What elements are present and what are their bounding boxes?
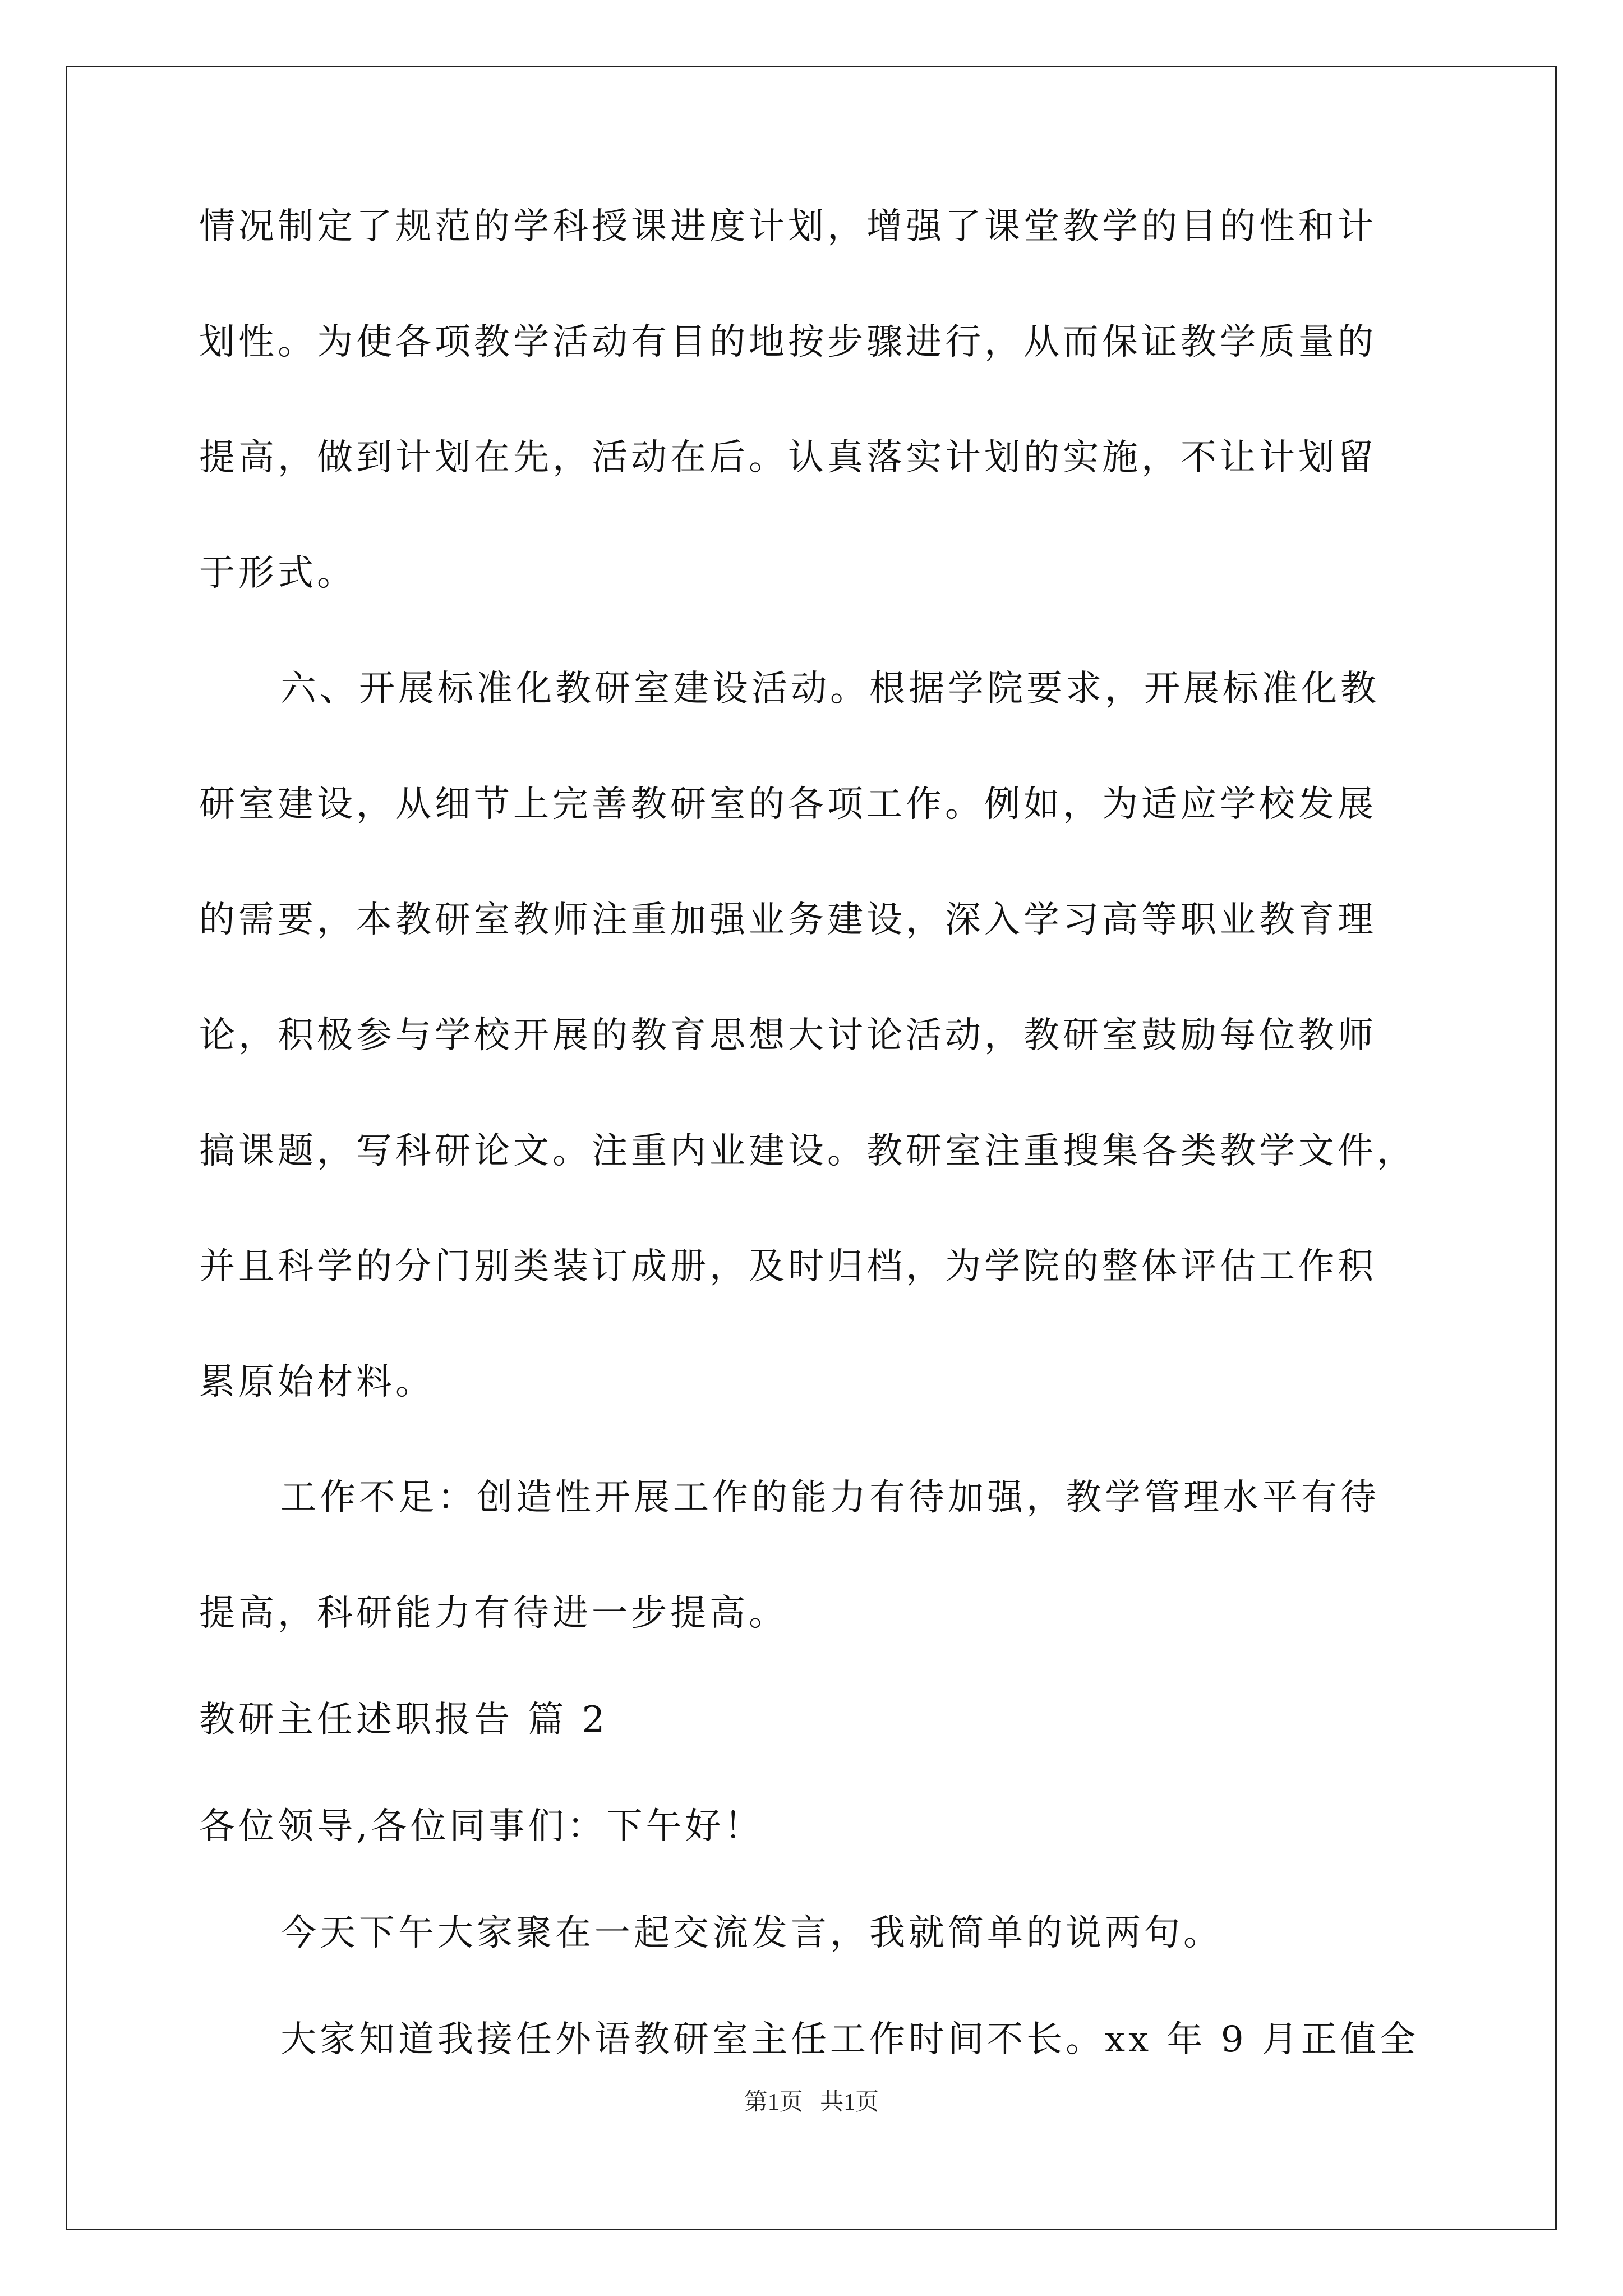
text-line: 情况制定了规范的学科授课进度计划，增强了课堂教学的目的性和计 (199, 206, 1377, 247)
text-line: 提高，做到计划在先，活动在后。认真落实计划的实施，不让计划留 (199, 437, 1377, 478)
text-line: 提高，科研能力有待进一步提高。 (199, 1593, 788, 1634)
paragraph-start-line: 六、开展标准化教研室建设活动。根据学院要求，开展标准化教 (280, 668, 1380, 710)
text-line: 的需要，本教研室教师注重加强业务建设，深入学习高等职业教育理 (199, 899, 1377, 941)
page-footer (0, 2091, 1623, 2114)
paragraph-start-line: 大家知道我接任外语教研室主任工作时间不长。xx 年 9 月正值全 (280, 2019, 1419, 2060)
text-line: 累原始材料。 (199, 1361, 435, 1403)
text-line: 划性。为使各项教学活动有目的地按步骤进行，从而保证教学质量的 (199, 321, 1377, 363)
paragraph-start-line: 工作不足：创造性开展工作的能力有待加强，教学管理水平有待 (280, 1477, 1380, 1519)
page-number: 第1页 (744, 2090, 803, 2115)
document-body (199, 206, 1438, 2060)
text-line: 研室建设，从细节上完善教研室的各项工作。例如，为适应学校发展 (199, 784, 1377, 825)
salutation-line: 各位领导,各位同事们：下午好！ (199, 1806, 764, 1847)
page-total: 共1页 (820, 2090, 879, 2115)
paragraph-start-line: 今天下午大家聚在一起交流发言，我就简单的说两句。 (280, 1912, 1223, 1954)
text-line: 论，积极参与学校开展的教育思想大讨论活动，教研室鼓励每位教师 (199, 1015, 1377, 1056)
text-line: 并且科学的分门别类装订成册，及时归档，为学院的整体评估工作积 (199, 1246, 1377, 1287)
section-heading: 教研主任述职报告 篇 2 (199, 1699, 608, 1741)
text-line: 于形式。 (199, 553, 356, 594)
text-line: 搞课题，写科研论文。注重内业建设。教研室注重搜集各类教学文件， (199, 1130, 1416, 1172)
